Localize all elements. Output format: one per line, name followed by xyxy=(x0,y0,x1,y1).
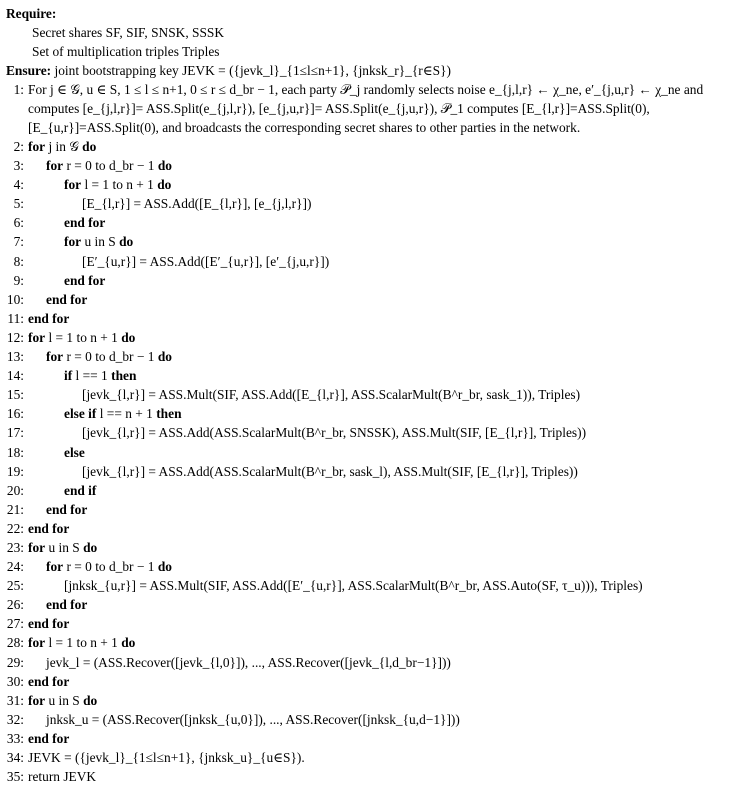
ensure-label: Ensure: xyxy=(6,63,52,78)
line-number: 11: xyxy=(7,310,24,326)
algorithm-line xyxy=(6,500,742,519)
algorithm-line xyxy=(6,156,742,175)
line-text xyxy=(28,519,69,538)
statement: r = 0 to d_br − 1 xyxy=(63,349,158,365)
line-text xyxy=(28,729,69,748)
statement: [E_{l,r}] = ASS.Add([E_{l,r}], [e_{j,l,r}]) xyxy=(82,196,312,212)
line-text xyxy=(28,328,135,347)
keyword: do xyxy=(119,234,134,250)
keyword: end for xyxy=(28,616,70,632)
line-number: 20: xyxy=(6,482,24,498)
line-text xyxy=(28,614,69,633)
keyword: end for xyxy=(46,501,88,517)
algorithm-line xyxy=(6,290,742,309)
line-number: 2: xyxy=(13,139,24,154)
algorithm-line xyxy=(6,385,742,404)
line-number: 14: xyxy=(6,368,24,384)
algorithm-line xyxy=(6,614,742,633)
line-text xyxy=(28,557,172,576)
statement: [E′_{u,r}] = ASS.Add([E′_{u,r}], [e′_{j,u,r}]) xyxy=(82,253,330,269)
line-number: 9: xyxy=(13,272,24,288)
keyword: end for xyxy=(28,520,70,536)
algorithm-line xyxy=(6,213,742,232)
keyword: do xyxy=(157,349,172,365)
line-number: 27: xyxy=(6,616,24,632)
algorithm-line xyxy=(6,595,742,614)
algorithm-line xyxy=(6,194,742,213)
keyword: end for xyxy=(28,730,70,746)
statement: [jnksk_{u,r}] = ASS.Mult(SIF, ASS.Add([E′_{u,r}], ASS.ScalarMult(B^r_br, ASS.Auto(SF, τ_u))), Triples) xyxy=(64,578,643,594)
line-number: 29: xyxy=(6,654,24,670)
line-number: 22: xyxy=(6,520,24,536)
keyword: for xyxy=(64,177,82,193)
line-number: 12: xyxy=(6,329,24,345)
line-number: 3: xyxy=(13,158,24,174)
line-number: 32: xyxy=(6,711,24,727)
keyword: if xyxy=(64,368,73,384)
line-text xyxy=(28,290,87,309)
keyword: for xyxy=(28,539,46,555)
line-text xyxy=(28,404,182,423)
line-number: 6: xyxy=(13,215,24,231)
line-text xyxy=(28,385,580,404)
line-text xyxy=(28,767,96,786)
line-text xyxy=(28,252,329,271)
keyword: for xyxy=(28,635,46,651)
keyword: for xyxy=(46,559,64,575)
line-text xyxy=(28,633,135,652)
algorithm-line xyxy=(6,404,742,423)
line-number: 7: xyxy=(13,234,24,250)
line-text xyxy=(28,576,643,595)
line-number: 5: xyxy=(13,196,24,212)
statement: u in S xyxy=(81,234,120,250)
algorithm-line xyxy=(6,519,742,538)
algorithm-line xyxy=(6,633,742,652)
statement: [jevk_{l,r}] = ASS.Add(ASS.ScalarMult(B^r_br, sask_l), ASS.Mult(SIF, [E_{l,r}], Triples)) xyxy=(82,463,578,479)
algorithm-line xyxy=(6,672,742,691)
line-text xyxy=(28,672,69,691)
algorithm-line xyxy=(6,80,742,137)
keyword: for xyxy=(46,349,64,365)
line-number: 4: xyxy=(13,177,24,193)
algorithm-line xyxy=(6,366,742,385)
statement: l = 1 to n + 1 xyxy=(45,329,122,345)
statement: r = 0 to d_br − 1 xyxy=(63,559,158,575)
algorithm-line xyxy=(6,137,742,156)
line-number: 35: xyxy=(6,769,24,785)
line-text xyxy=(28,443,85,462)
keyword: end if xyxy=(64,482,97,498)
statement: u in S xyxy=(45,692,84,708)
keyword: do xyxy=(157,177,172,193)
keyword: do xyxy=(83,539,98,555)
line-text xyxy=(28,175,171,194)
algorithm-line xyxy=(6,576,742,595)
keyword: for xyxy=(28,139,46,154)
keyword: do xyxy=(157,158,172,174)
statement: u in S xyxy=(45,539,84,555)
line-number: 13: xyxy=(6,349,24,365)
keyword: for xyxy=(64,234,82,250)
line-text xyxy=(28,538,97,557)
line-text xyxy=(28,271,105,290)
statement: l == 1 xyxy=(72,368,112,384)
require-item: Set of multiplication triples Triples xyxy=(32,44,220,59)
line-text xyxy=(28,194,311,213)
line-number: 10: xyxy=(6,291,24,307)
keyword: end for xyxy=(46,291,88,307)
line-text xyxy=(28,137,96,156)
line-number: 16: xyxy=(6,406,24,422)
line-number: 34: xyxy=(6,750,24,765)
line-text xyxy=(28,213,105,232)
keyword: for xyxy=(28,329,46,345)
line-text xyxy=(28,500,87,519)
keyword: end for xyxy=(28,310,70,326)
require-label: Require: xyxy=(6,6,57,21)
keyword: then xyxy=(156,406,182,422)
algorithm-line xyxy=(6,443,742,462)
keyword: do xyxy=(121,329,136,345)
keyword: do xyxy=(121,635,136,651)
algorithm-line xyxy=(6,252,742,271)
line-text xyxy=(28,748,305,767)
line-number: 28: xyxy=(6,635,24,651)
line-number: 26: xyxy=(6,597,24,613)
algorithm-line xyxy=(6,175,742,194)
algorithm-line xyxy=(6,271,742,290)
statement: l = 1 to n + 1 xyxy=(81,177,158,193)
statement: l = 1 to n + 1 xyxy=(45,635,122,651)
statement: [jevk_{l,r}] = ASS.Add(ASS.ScalarMult(B^r_br, SNSSK), ASS.Mult(SIF, [E_{l,r}], Triples)) xyxy=(82,425,587,441)
keyword: end for xyxy=(28,673,70,689)
keyword: do xyxy=(157,559,172,575)
line-text xyxy=(28,232,133,251)
line-text xyxy=(28,156,172,175)
require-section xyxy=(6,4,742,80)
algorithm-line xyxy=(6,481,742,500)
algorithm-lines xyxy=(6,80,742,786)
statement: [jevk_{l,r}] = ASS.Mult(SIF, ASS.Add([E_{l,r}], ASS.ScalarMult(B^r_br, sask_1)), Triples) xyxy=(82,387,581,403)
algorithm-line xyxy=(6,347,742,366)
keyword: do xyxy=(83,692,98,708)
algorithm-line xyxy=(6,557,742,576)
line-number: 23: xyxy=(6,539,24,555)
line-text xyxy=(28,710,460,729)
algorithm-block xyxy=(6,4,742,786)
line-number: 33: xyxy=(6,730,24,746)
keyword: for xyxy=(46,158,64,174)
algorithm-line xyxy=(6,748,742,767)
algorithm-line xyxy=(6,309,742,328)
algorithm-line xyxy=(6,232,742,251)
statement: jnksk_u = (ASS.Recover([jnksk_{u,0}]), ..., ASS.Recover([jnksk_{u,d−1}])) xyxy=(46,711,460,727)
line-text xyxy=(28,653,451,672)
statement: return JEVK xyxy=(28,769,97,785)
line-number: 19: xyxy=(6,463,24,479)
keyword: end for xyxy=(64,272,106,288)
statement: j in 𝒢 xyxy=(45,139,83,154)
line-text xyxy=(28,347,172,366)
line-text xyxy=(28,80,740,137)
line-number: 8: xyxy=(13,253,24,269)
keyword: end for xyxy=(46,597,88,613)
line-number: 15: xyxy=(6,387,24,403)
line-text xyxy=(28,462,578,481)
algorithm-line xyxy=(6,462,742,481)
algorithm-line xyxy=(6,423,742,442)
line-text xyxy=(28,309,69,328)
keyword: do xyxy=(82,139,97,154)
algorithm-line xyxy=(6,767,742,786)
ensure-text: joint bootstrapping key JEVK = ({jevk_l}_{1≤l≤n+1}, {jnksk_r}_{r∈S}) xyxy=(54,63,452,78)
statement: l == n + 1 xyxy=(96,406,157,422)
line-text xyxy=(28,423,586,442)
keyword: else if xyxy=(64,406,97,422)
statement: jevk_l = (ASS.Recover([jevk_{l,0}]), ..., ASS.Recover([jevk_{l,d_br−1}])) xyxy=(46,654,451,670)
line-number: 31: xyxy=(6,692,24,708)
line-number: 1: xyxy=(13,82,24,97)
algorithm-line xyxy=(6,710,742,729)
algorithm-line xyxy=(6,328,742,347)
line-number: 21: xyxy=(6,501,24,517)
keyword: then xyxy=(111,368,137,384)
algorithm-line xyxy=(6,729,742,748)
line-number: 24: xyxy=(6,559,24,575)
algorithm-line xyxy=(6,538,742,557)
line-number: 18: xyxy=(6,444,24,460)
line-text xyxy=(28,691,97,710)
line-number: 25: xyxy=(6,578,24,594)
keyword: else xyxy=(64,444,85,460)
algorithm-line xyxy=(6,691,742,710)
keyword: end for xyxy=(64,215,106,231)
algorithm-line xyxy=(6,653,742,672)
line-number: 30: xyxy=(6,673,24,689)
keyword: for xyxy=(28,692,46,708)
line-text xyxy=(28,366,136,385)
statement: r = 0 to d_br − 1 xyxy=(63,158,158,174)
line-number: 17: xyxy=(6,425,24,441)
line-text xyxy=(28,595,87,614)
require-item: Secret shares SF, SIF, SNSK, SSSK xyxy=(32,25,225,40)
statement: For j ∈ 𝒢, u ∈ S, 1 ≤ l ≤ n+1, 0 ≤ r ≤ d_br − 1, each party 𝒫_j randomly selects noise e_{j,l,r} ← χ_ne, e′_{j,u,r} ← χ_ne and computes [e_{j,l,r}]= ASS.Split(e_{j,l,r}), [e_{j,u,r}]= ASS.Split(e_{j,u,r}), 𝒫_1 computes [E_{l,r}]=ASS.Split(0), [E_{u,r}]=ASS.Split(0), and broadcasts the corresponding secret shares to other parties in the network. xyxy=(28,82,704,136)
statement: JEVK = ({jevk_l}_{1≤l≤n+1}, {jnksk_u}_{u∈S}). xyxy=(28,750,305,765)
line-text xyxy=(28,481,96,500)
